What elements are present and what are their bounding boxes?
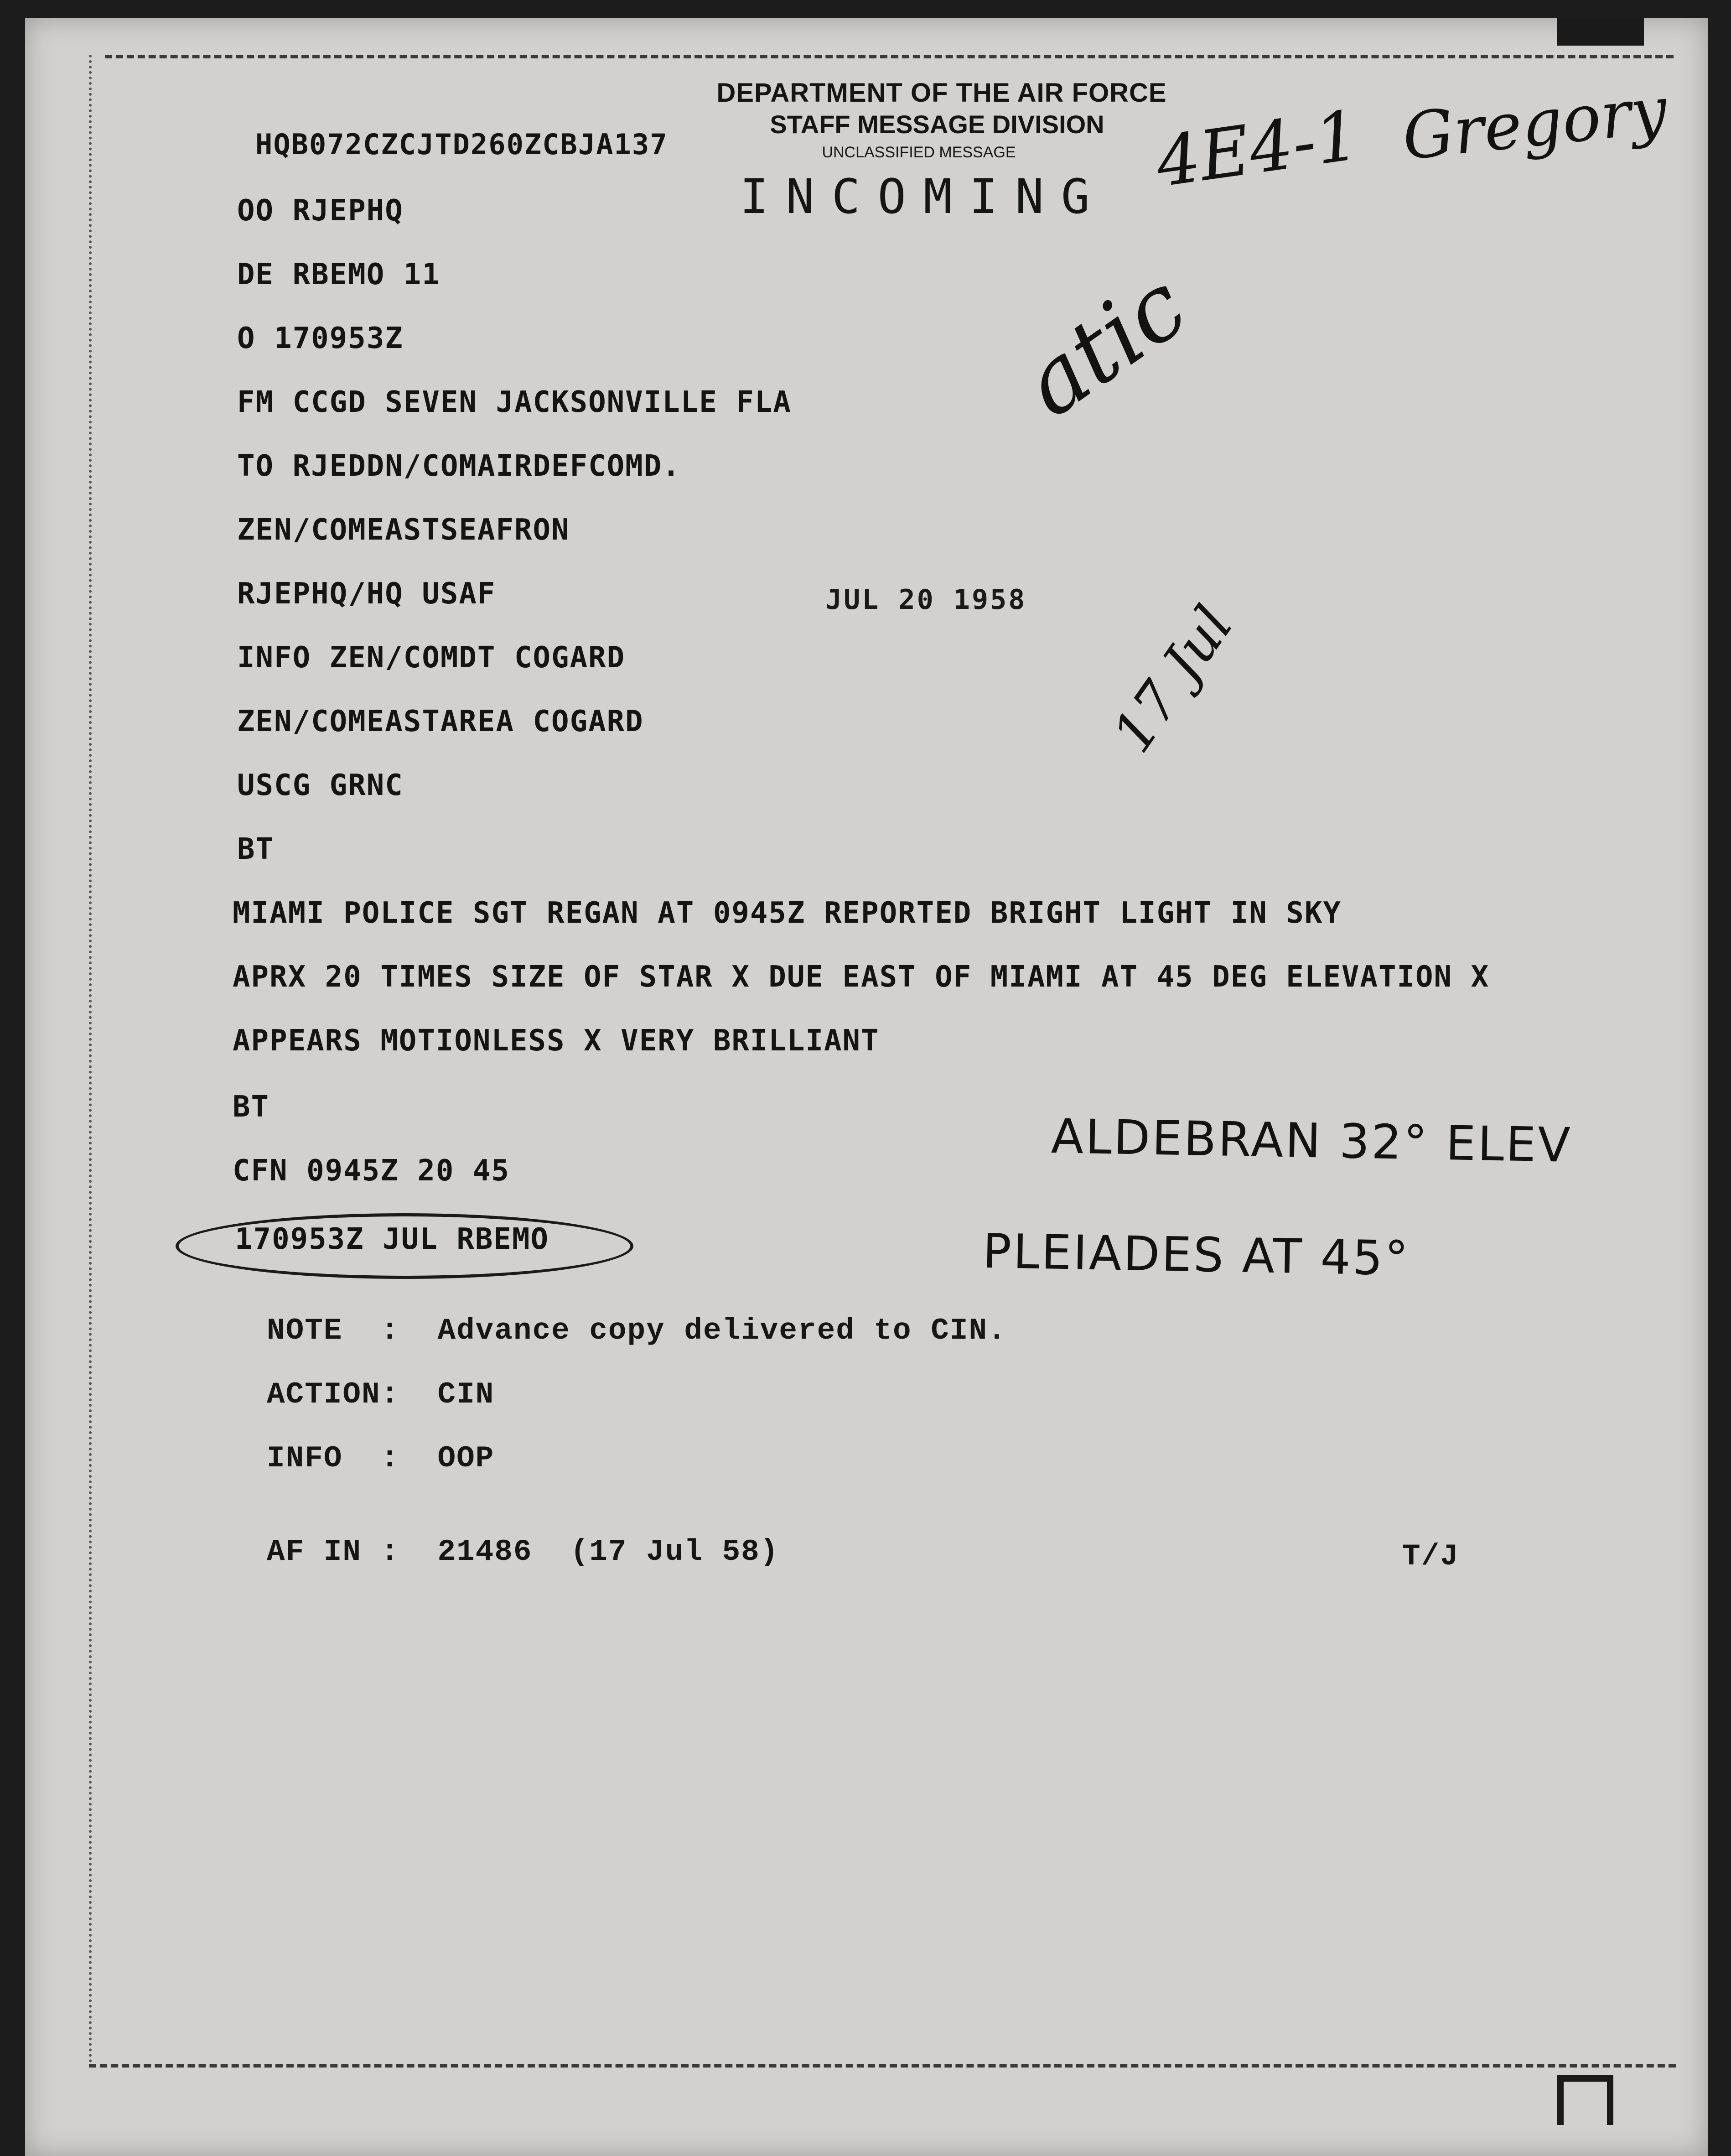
division-header: STAFF MESSAGE DIVISION (770, 110, 1104, 139)
top-border (105, 55, 1674, 58)
from-line: FM CCGD SEVEN JACKSONVILLE FLA (237, 385, 792, 419)
date-stamp: JUL 20 1958 (825, 584, 1027, 616)
initials: T/J (1402, 1539, 1459, 1574)
note-line: NOTE : Advance copy delivered to CIN. (267, 1314, 1007, 1348)
message-id: HQB072CZCJTD260ZCBJA137 (255, 128, 668, 161)
to-line-4: INFO ZEN/COMDT COGARD (237, 641, 626, 675)
bottom-border (89, 2064, 1676, 2068)
de-line: DE RBEMO 11 (237, 258, 441, 291)
incoming-label: INCOMING (740, 169, 1107, 224)
cfn-line: CFN 0945Z 20 45 (233, 1154, 510, 1188)
af-in-line: AF IN : 21486 (17 Jul 58) (267, 1535, 779, 1569)
department-header: DEPARTMENT OF THE AIR FORCE (716, 78, 1167, 108)
handwritten-aldebaran: ALDEBRAN 32° ELEV (1051, 1108, 1573, 1173)
body-line-3: APPEARS MOTIONLESS X VERY BRILLIANT (233, 1024, 880, 1058)
body-line-2: APRX 20 TIMES SIZE OF STAR X DUE EAST OF MIAMI AT 45 DEG ELEVATION X (233, 960, 1490, 994)
to-line-5: ZEN/COMEASTAREA COGARD (237, 705, 644, 738)
action-line: ACTION: CIN (267, 1377, 495, 1412)
to-line-1: TO RJEDDN/COMAIRDEFCOMD. (237, 449, 681, 483)
handwritten-pleiades: PLEIADES AT 45° (982, 1223, 1411, 1287)
priority-line: OO RJEPHQ (237, 194, 404, 228)
classification-header: UNCLASSIFIED MESSAGE (822, 144, 1016, 161)
handwritten-name: Gregory (1399, 73, 1671, 175)
handwritten-date-note: 17 Jul (1100, 595, 1245, 764)
to-line-3: RJEPHQ/HQ USAF (237, 577, 496, 611)
to-line-6: USCG GRNC (237, 769, 404, 802)
body-line-1: MIAMI POLICE SGT REGAN AT 0945Z REPORTED BRIGHT LIGHT IN SKY (233, 896, 1342, 930)
document-page (25, 18, 1708, 2156)
to-line-2: ZEN/COMEASTSEAFRON (237, 513, 570, 547)
handwritten-file-number: 4E4-1 (1151, 95, 1364, 203)
bt-open: BT (237, 832, 275, 866)
info-line: INFO : OOP (267, 1441, 495, 1475)
left-border (89, 55, 92, 2064)
closing-line: 170953Z JUL RBEMO (235, 1222, 549, 1256)
dtg-line: O 170953Z (237, 322, 404, 355)
corner-bracket (1557, 2075, 1613, 2125)
handwritten-atic: atic (1004, 252, 1206, 438)
bt-close: BT (233, 1090, 270, 1124)
film-edge-mark (1557, 18, 1644, 46)
